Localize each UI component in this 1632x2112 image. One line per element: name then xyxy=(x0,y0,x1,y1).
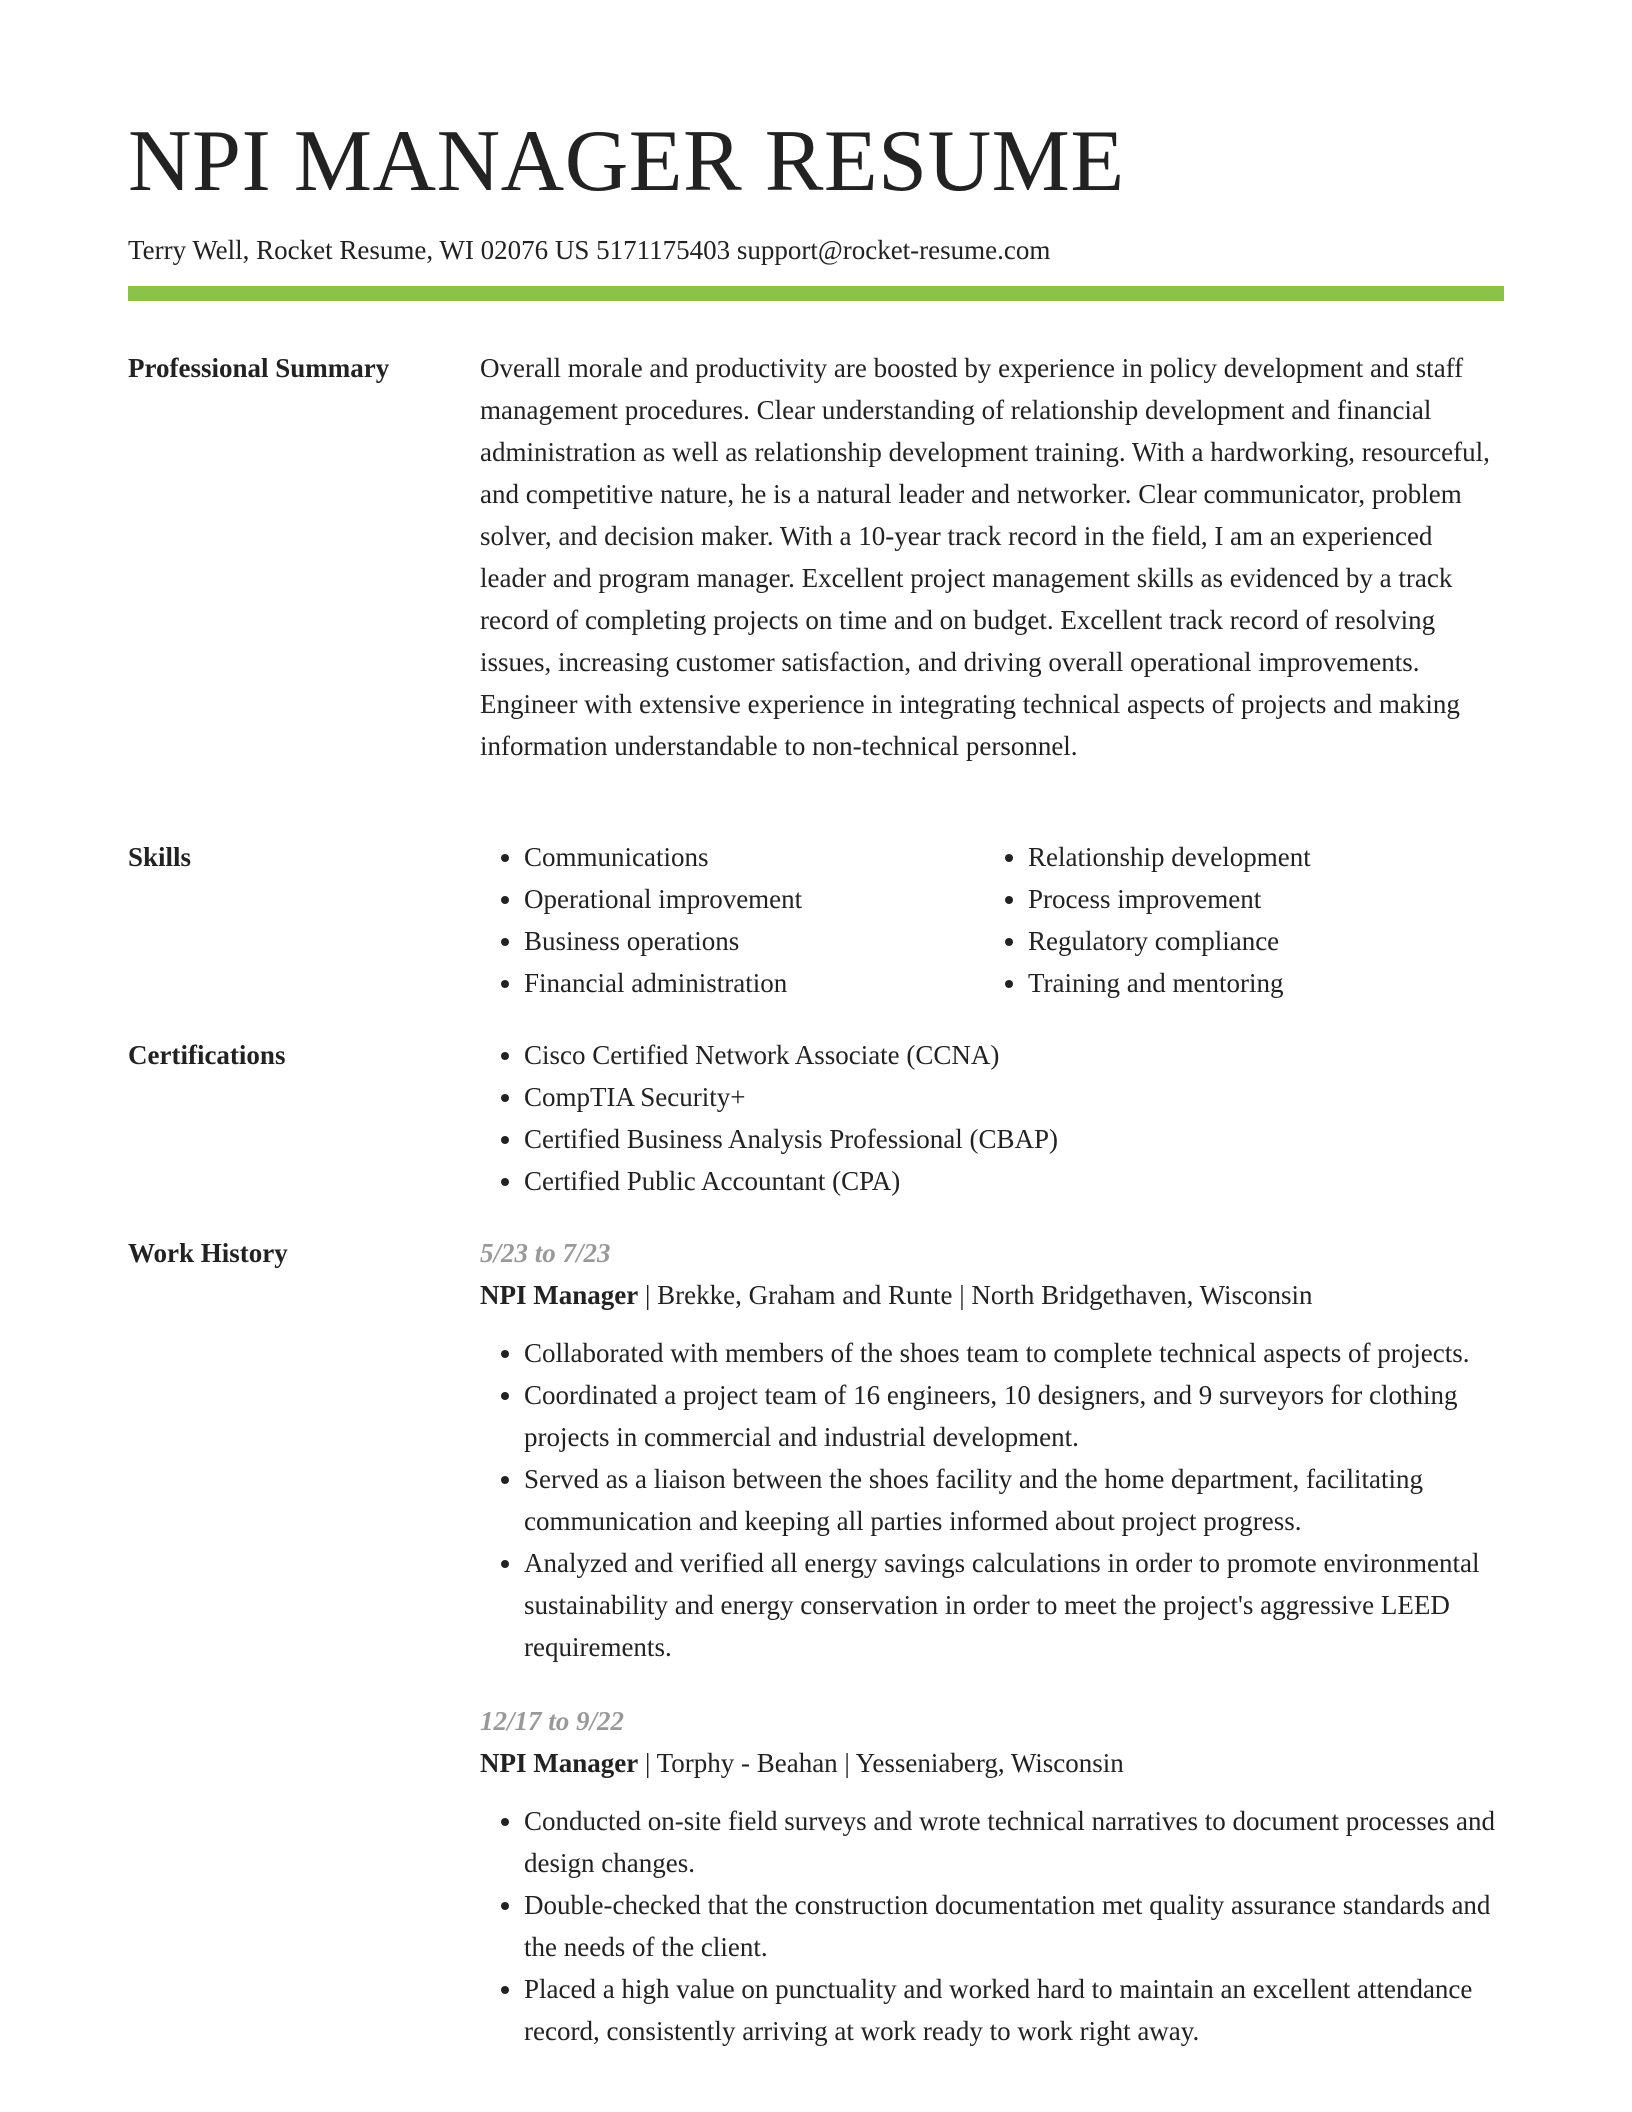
skill-item: • Relationship development xyxy=(1028,836,1504,878)
certification-item: • Certified Business Analysis Professional (CBAP) xyxy=(524,1118,1504,1160)
job-title: NPI Manager xyxy=(480,1748,639,1778)
skill-item: • Business operations xyxy=(524,920,984,962)
job-dates: 5/23 to 7/23 xyxy=(480,1238,611,1268)
skill-item: • Training and mentoring xyxy=(1028,962,1504,1004)
certification-item: • Certified Public Accountant (CPA) xyxy=(524,1160,1504,1202)
work-history-heading: Work History xyxy=(128,1238,288,1268)
work-history-body xyxy=(480,1232,1504,2084)
summary-text: Overall morale and productivity are boosted by experience in policy development and staff management procedures. Clear understanding of relationship development and financial administration as well as relationship development training. With a hardworking, resourceful, and competitive nature, he is a natural leader and networker. Clear communicator, problem solver, and decision maker. With a 10-year track record in the field, I am an experienced leader and program manager. Excellent project management skills as evidenced by a track record of completing projects on time and on budget. Excellent track record of resolving issues, increasing customer satisfaction, and driving overall operational improvements. Engineer with extensive experience in integrating technical aspects of projects and making information understandable to non-technical personnel. xyxy=(480,353,1490,761)
job-heading xyxy=(480,1274,1504,1316)
resume-title: NPI MANAGER RESUME xyxy=(128,113,1125,210)
job-bullet: • Placed a high value on punctuality and worked hard to maintain an excellent attendance record, consistently arriving at work ready to work right away. xyxy=(524,1968,1504,2052)
job-bullet: • Coordinated a project team of 16 engineers, 10 designers, and 9 surveyors for clothing projects in commercial and industrial development. xyxy=(524,1374,1504,1458)
certifications-body xyxy=(480,1034,1504,1202)
job-entry xyxy=(480,1232,1504,1668)
job-bullet: • Collaborated with members of the shoes team to complete technical aspects of projects. xyxy=(524,1332,1504,1374)
skills-list-left xyxy=(480,836,984,1004)
job-heading xyxy=(480,1742,1504,1784)
certification-item: • Cisco Certified Network Associate (CCNA) xyxy=(524,1034,1504,1076)
skill-item: • Financial administration xyxy=(524,962,984,1004)
job-employer-location: | Brekke, Graham and Runte | North Bridgethaven, Wisconsin xyxy=(638,1280,1313,1310)
job-bullet: • Served as a liaison between the shoes facility and the home department, facilitating communication and keeping all parties informed about project progress. xyxy=(524,1458,1504,1542)
job-bullets xyxy=(480,1332,1504,1668)
job-dates: 12/17 to 9/22 xyxy=(480,1706,625,1736)
summary-body xyxy=(480,347,1504,767)
skill-item: • Communications xyxy=(524,836,984,878)
job-bullet: • Double-checked that the construction documentation met quality assurance standards and the needs of the client. xyxy=(524,1884,1504,1968)
job-bullet: • Conducted on-site field surveys and wrote technical narratives to document processes and design changes. xyxy=(524,1800,1504,1884)
job-entry xyxy=(480,1700,1504,2052)
skill-item: • Regulatory compliance xyxy=(1028,920,1504,962)
accent-divider xyxy=(128,286,1504,301)
job-title: NPI Manager xyxy=(480,1280,639,1310)
certifications-list xyxy=(480,1034,1504,1202)
job-bullet: • Analyzed and verified all energy savings calculations in order to promote environmental sustainability and energy conservation in order to meet the project's aggressive LEED requirements. xyxy=(524,1542,1504,1668)
skills-heading: Skills xyxy=(128,842,192,872)
skill-item: • Process improvement xyxy=(1028,878,1504,920)
job-bullets xyxy=(480,1800,1504,2052)
contact-line: Terry Well, Rocket Resume, WI 02076 US 5171175403 support@rocket-resume.com xyxy=(128,235,1051,265)
summary-heading: Professional Summary xyxy=(128,353,390,383)
certification-item: • CompTIA Security+ xyxy=(524,1076,1504,1118)
certifications-heading: Certifications xyxy=(128,1040,286,1070)
skills-list-right xyxy=(984,836,1504,1004)
skills-grid xyxy=(480,836,1504,1004)
job-employer-location: | Torphy - Beahan | Yesseniaberg, Wisconsin xyxy=(638,1748,1124,1778)
skill-item: • Operational improvement xyxy=(524,878,984,920)
